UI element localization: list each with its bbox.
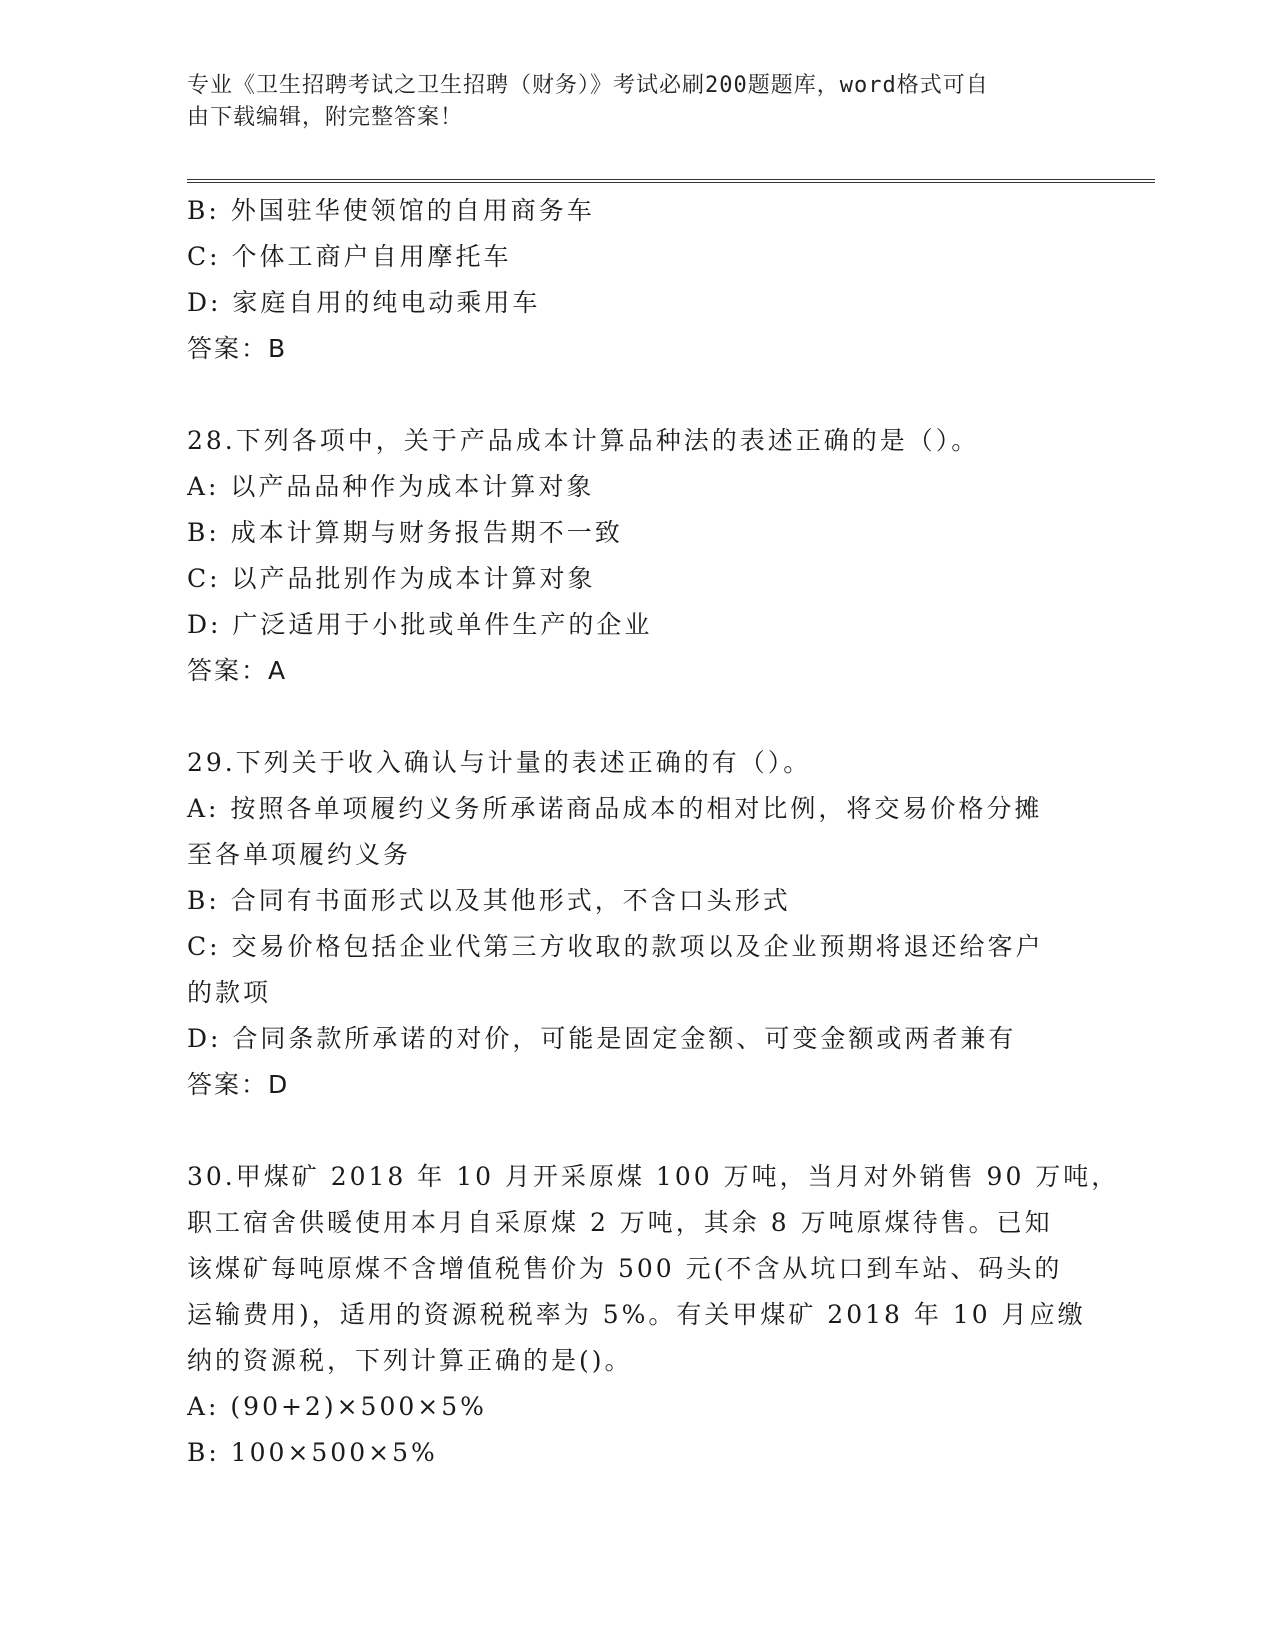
question-stem-line: 该煤矿每吨原煤不含增值税售价为 500 元(不含从坑口到车站、码头的 bbox=[187, 1254, 1063, 1283]
question-stem-line: 纳的资源税，下列计算正确的是()。 bbox=[187, 1346, 633, 1375]
option-a-continued: 至各单项履约义务 bbox=[187, 840, 412, 869]
spacer bbox=[187, 1108, 1087, 1154]
option-b: B: 外国驻华使领馆的自用商务车 bbox=[187, 196, 595, 225]
spacer bbox=[187, 372, 1087, 418]
option-a: A: 以产品品种作为成本计算对象 bbox=[187, 472, 595, 501]
question-stem-line: 运输费用)，适用的资源税税率为 5%。有关甲煤矿 2018 年 10 月应缴 bbox=[187, 1300, 1086, 1329]
header-divider bbox=[187, 179, 1155, 183]
option-c: C: 以产品批别作为成本计算对象 bbox=[187, 564, 596, 593]
question-stem: 28.下列各项中，关于产品成本计算品种法的表述正确的是（）。 bbox=[187, 426, 980, 455]
option-a: A: (90+2)×500×5% bbox=[187, 1392, 487, 1421]
question-stem: 29.下列关于收入确认与计量的表述正确的有（）。 bbox=[187, 748, 812, 777]
header-title-line-2: 由下载编辑，附完整答案！ bbox=[187, 105, 464, 130]
option-c: C: 个体工商户自用摩托车 bbox=[187, 242, 512, 271]
question-30 bbox=[187, 1154, 1120, 1476]
option-d: D: 家庭自用的纯电动乘用车 bbox=[187, 288, 541, 317]
option-c: C: 交易价格包括企业代第三方收取的款项以及企业预期将退还给客户 bbox=[187, 932, 1044, 961]
question-list bbox=[187, 188, 1120, 1476]
header-title-line-1: 专业《卫生招聘考试之卫生招聘（财务）》考试必刷200题题库，word格式可自 bbox=[187, 73, 989, 98]
answer: 答案：B bbox=[187, 334, 288, 363]
option-b: B: 100×500×5% bbox=[187, 1438, 438, 1467]
spacer bbox=[187, 694, 1087, 740]
question-27 bbox=[187, 188, 1087, 372]
question-stem-line: 30.甲煤矿 2018 年 10 月开采原煤 100 万吨，当月对外销售 90 万吨， bbox=[187, 1162, 1120, 1191]
question-28 bbox=[187, 418, 1087, 694]
answer: 答案：D bbox=[187, 1070, 290, 1099]
option-d: D: 合同条款所承诺的对价，可能是固定金额、可变金额或两者兼有 bbox=[187, 1024, 1017, 1053]
option-b: B: 合同有书面形式以及其他形式，不含口头形式 bbox=[187, 886, 791, 915]
question-29 bbox=[187, 740, 1087, 1108]
option-a: A: 按照各单项履约义务所承诺商品成本的相对比例，将交易价格分摊 bbox=[187, 794, 1043, 823]
question-stem-line: 职工宿舍供暖使用本月自采原煤 2 万吨，其余 8 万吨原煤待售。已知 bbox=[187, 1208, 1053, 1237]
option-d: D: 广泛适用于小批或单件生产的企业 bbox=[187, 610, 653, 639]
option-b: B: 成本计算期与财务报告期不一致 bbox=[187, 518, 623, 547]
option-c-continued: 的款项 bbox=[187, 978, 272, 1007]
document-header bbox=[187, 70, 1067, 134]
answer: 答案：A bbox=[187, 656, 288, 685]
